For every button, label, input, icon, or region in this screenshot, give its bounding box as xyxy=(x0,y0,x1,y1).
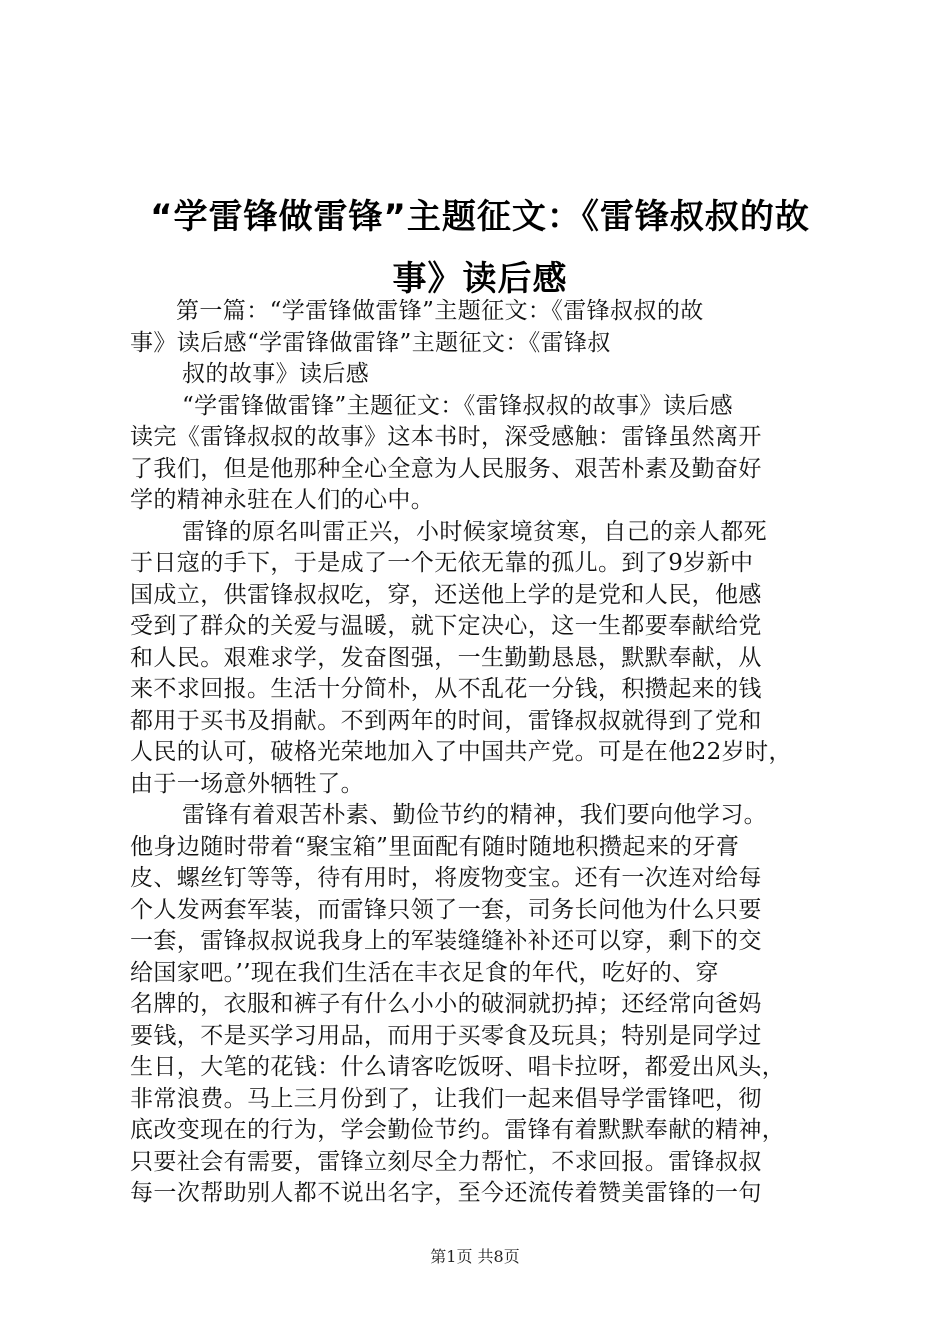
body-line: 底改变现在的行为，学会勤俭节约。雷锋有着默默奉献的精神， xyxy=(130,1117,786,1143)
body-line: 每一次帮助别人都不说出名字，至今还流传着赞美雷锋的一句 xyxy=(130,1180,762,1206)
body-line: 了我们，但是他那种全心全意为人民服务、艰苦朴素及勤奋好 xyxy=(130,455,762,482)
body-line: 雷锋的原名叫雷正兴，小时候家境贫寒，自己的亲人都死 xyxy=(182,518,767,545)
body-line: 来不求回报。生活十分简朴，从不乱花一分钱，积攒起来的钱 xyxy=(130,676,762,702)
body-line: 于日寇的手下，于是成了一个无依无靠的孤儿。到了9岁新中 xyxy=(130,550,754,576)
page-footer: 第1页 共8页 xyxy=(430,1247,520,1266)
body-line: 学的精神永驻在人们的心中。 xyxy=(130,487,435,513)
body-line: 人民的认可，破格光荣地加入了中国共产党。可是在他22岁时， xyxy=(130,739,792,765)
body-line: 非常浪费。马上三月份到了，让我们一起来倡导学雷锋吧，彻 xyxy=(130,1085,762,1112)
body-line: 第一篇：“学雷锋做雷锋”主题征文：《雷锋叔叔的故 xyxy=(176,298,704,324)
body-line: 叔的故事》读后感 xyxy=(182,361,370,387)
body-line: 要钱，不是买学习用品，而用于买零食及玩具；特别是同学过 xyxy=(130,1022,762,1049)
body-line: 事》读后感“学雷锋做雷锋”主题征文：《雷锋叔 xyxy=(130,329,611,356)
body-line: 受到了群众的关爱与温暖，就下定决心，这一生都要奉献给党 xyxy=(130,613,762,639)
body-line: 和人民。艰难求学，发奋图强，一生勤勤恳恳，默默奉献，从 xyxy=(130,644,762,671)
body-line: 皮、螺丝钉等等，待有用时，将废物变宝。还有一次连对给每 xyxy=(130,865,762,891)
body-line: 都用于买书及捐献。不到两年的时间，雷锋叔叔就得到了党和 xyxy=(130,707,762,734)
document-title xyxy=(130,186,830,310)
body-line: 名牌的，衣服和裤子有什么小小的破洞就扔掉；还经常向爸妈 xyxy=(130,991,762,1017)
body-line: “学雷锋做雷锋”主题征文：《雷锋叔叔的故事》读后感 xyxy=(182,392,734,419)
body-line: 只要社会有需要，雷锋立刻尽全力帮忙，不求回报。雷锋叔叔 xyxy=(130,1148,762,1175)
body-line: 国成立，供雷锋叔叔吃，穿，还送他上学的是党和人民，他感 xyxy=(130,581,762,608)
body-line: 生日，大笔的花钱：什么请客吃饭呀、唱卡拉呀，都爱出风头， xyxy=(130,1054,786,1080)
body-line: 一套，雷锋叔叔说我身上的军装缝缝补补还可以穿，剩下的交 xyxy=(130,928,762,954)
body-line: 个人发两套军装，而雷锋只领了一套，司务长问他为什么只要 xyxy=(130,896,762,923)
body-line: 读完《雷锋叔叔的故事》这本书时，深受感触：雷锋虽然离开 xyxy=(130,424,762,450)
title-line-1: “学雷锋做雷锋”主题征文：《雷锋叔叔的故 xyxy=(150,197,810,237)
title-line-2: 事》读后感 xyxy=(392,259,568,299)
body-line: 给国家吧。’’现在我们生活在丰衣足食的年代，吃好的、穿 xyxy=(130,959,719,986)
document-body xyxy=(130,296,830,1210)
body-line: 由于一场意外牺牲了。 xyxy=(130,770,364,797)
body-line: 他身边随时带着“聚宝箱”里面配有随时随地积攒起来的牙膏 xyxy=(130,833,740,860)
body-line: 雷锋有着艰苦朴素、勤俭节约的精神，我们要向他学习。 xyxy=(182,802,767,828)
